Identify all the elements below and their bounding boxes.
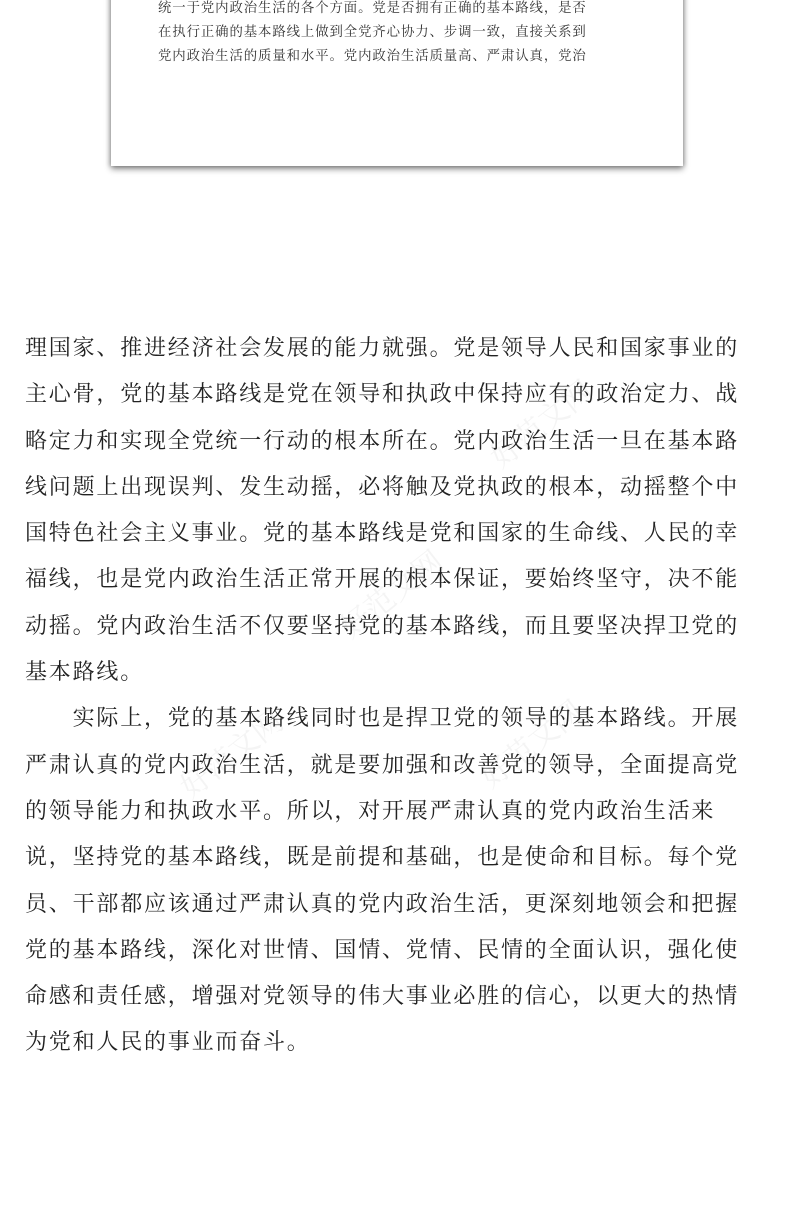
article-text-line: 说，坚持党的基本路线，既是前提和基础，也是使命和目标。每个党 xyxy=(25,845,740,871)
article-text-line: 严肃认真的党内政治生活，就是要加强和改善党的领导，全面提高党 xyxy=(25,752,740,778)
article-text-line: 命感和责任感，增强对党领导的伟大事业必胜的信心，以更大的热情 xyxy=(25,984,740,1010)
article-text-line: 福线，也是党内政治生活正常开展的根本保证，要始终坚守，决不能 xyxy=(25,567,740,593)
preview-text-line: 在执行正确的基本路线上做到全党齐心协力、步调一致，直接关系到 xyxy=(158,25,587,40)
article-text-line: 略定力和实现全党统一行动的根本所在。党内政治生活一旦在基本路 xyxy=(25,428,740,454)
preview-text-line: 统一于党内政治生活的各个方面。党是否拥有正确的基本路线，是否 xyxy=(158,1,587,16)
watermark: 好范文网 xyxy=(484,374,601,476)
article-text-line: 线问题上出现误判、发生动摇，必将触及党执政的根本，动摇整个中 xyxy=(25,474,740,500)
article-text-line: 员、干部都应该通过严肃认真的党内政治生活，更深刻地领会和把握 xyxy=(25,891,740,917)
watermark: 好范文网 xyxy=(334,544,451,646)
article-text-line: 基本路线。 xyxy=(25,660,145,686)
document-preview-card xyxy=(111,0,683,166)
article-text-line: 党的基本路线，深化对世情、国情、党情、民情的全面认识，强化使 xyxy=(25,937,740,963)
article-text-line: 动摇。党内政治生活不仅要坚持党的基本路线，而且要坚决捍卫党的 xyxy=(25,613,740,639)
article-text-line: 的领导能力和执政水平。所以，对开展严肃认真的党内政治生活来 xyxy=(25,798,716,824)
article-text-line: 为党和人民的事业而奋斗。 xyxy=(25,1030,311,1056)
article-text-line: 理国家、推进经济社会发展的能力就强。党是领导人民和国家事业的 xyxy=(25,336,740,361)
article-text-line: 主心骨，党的基本路线是党在领导和执政中保持应有的政治定力、战 xyxy=(25,382,740,408)
preview-text-line: 党内政治生活的质量和水平。党内政治生活质量高、严肃认真，党治 xyxy=(158,49,587,64)
watermark: 好范文网 xyxy=(474,694,591,796)
article-body xyxy=(25,326,780,1067)
article-text-line: 国特色社会主义事业。党的基本路线是党和国家的生命线、人民的幸 xyxy=(25,521,740,547)
article-text-line: 实际上，党的基本路线同时也是捍卫党的领导的基本路线。开展 xyxy=(25,706,740,732)
watermark: 好范文网 xyxy=(174,704,291,806)
